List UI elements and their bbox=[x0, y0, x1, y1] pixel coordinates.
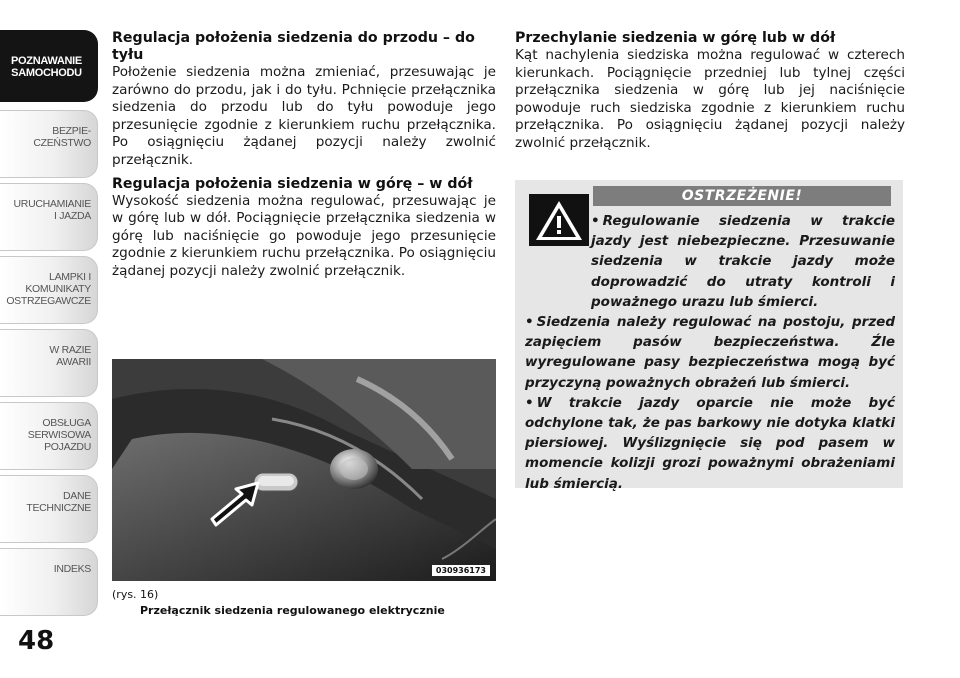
tab-lampki-i-komunikaty[interactable] bbox=[0, 256, 98, 324]
warning-title: OSTRZEŻENIE! bbox=[593, 186, 891, 206]
bullet: • bbox=[591, 213, 600, 229]
right-column bbox=[515, 30, 905, 159]
warning-item bbox=[525, 211, 895, 312]
tab-obsluga-serwisowa[interactable] bbox=[0, 402, 98, 470]
tab-label: URUCHAMIANIE I JAZDA bbox=[13, 198, 91, 222]
tab-bezpieczenstwo[interactable] bbox=[0, 110, 98, 178]
tab-label: W RAZIE AWARII bbox=[49, 344, 91, 368]
bullet: • bbox=[525, 314, 534, 331]
figure-caption: Przełącznik siedzenia regulowanego elektrycznie bbox=[140, 604, 445, 617]
tab-dane-techniczne[interactable] bbox=[0, 475, 98, 543]
section-heading-forward-backward: Regulacja położenia siedzenia do przodu – do tyłu bbox=[112, 30, 475, 63]
section-heading-up-down: Regulacja położenia siedzenia w górę – w dół bbox=[112, 175, 473, 192]
section-body-up-down: Wysokość siedzenia można regulować, przesuwając je w górę lub w dół. Pociągnięcie przełącznika siedzenia w górę lub naciśnięcie go powoduje jego przesunięcie zgodnie z kierunkiem ruchu przełącznika. Po osiągnięciu żądanej pozycji należy zwolnić przełącznik. bbox=[112, 192, 496, 279]
section-body-forward-backward: Położenie siedzenia można zmieniać, przesuwając je zarówno do przodu, jak i do tyłu. Pchnięcie przełącznika siedzenia do przodu lub do tyłu powoduje jego przesunięcie zgodnie z kierunkiem ruchu przełącznika. Po osiągnięciu żądanej pozycji należy zwolnić przełącznik. bbox=[112, 64, 496, 168]
page-number: 48 bbox=[18, 626, 55, 656]
warning-item bbox=[525, 312, 895, 393]
tab-label: LAMPKI I KOMUNIKATY OSTRZEGAWCZE bbox=[6, 271, 91, 307]
section-heading-tilt: Przechylanie siedzenia w górę lub w dół bbox=[515, 30, 836, 46]
warning-box bbox=[515, 180, 903, 492]
tab-label: BEZPIE- CZEŃSTWO bbox=[33, 125, 91, 149]
tab-poznawanie-samochodu[interactable] bbox=[0, 30, 98, 102]
seat-switch-illustration bbox=[112, 359, 496, 581]
tab-label: POZNAWANIE SAMOCHODU bbox=[11, 55, 82, 79]
section-body-tilt: Kąt nachylenia siedziska można regulować w czterech kierunkach. Pociągnięcie przedniej lub tylnej części przełącznika siedzenia w górę lub jej naciśnięcie powoduje ruch siedziska zgodnie z kierunkiem ruchu przełącznika. Po osiągnięciu żądanej pozycji należy zwolnić przełącznik. bbox=[515, 47, 905, 151]
warning-item-text: W trakcie jazdy oparcie nie może być odchylone tak, że pas barkowy nie dotyka klatki piersiowej. Wyślizgnięcie się pod pasem w momencie kolizji grozi poważnymi obrażeniami lub śmiercią. bbox=[525, 394, 895, 492]
warning-item-text: Siedzenia należy regulować na postoju, przed zapięciem pasów bezpieczeństwa. Źle wyregulowane pasy bezpieczeństwa mogą być przyczyną poważnych obrażeń lub śmierci. bbox=[525, 314, 895, 391]
tab-w-razie-awarii[interactable] bbox=[0, 329, 98, 397]
warning-item-text: Regulowanie siedzenia w trakcie jazdy jest niebezpieczne. Przesuwanie siedzenia w trakcie jazdy może doprowadzić do utraty kontroli i poważnego urazu lub śmierci. bbox=[591, 213, 895, 310]
tab-label: DANE TECHNICZNE bbox=[26, 490, 91, 514]
warning-text bbox=[525, 211, 895, 494]
tab-label: OBSŁUGA SERWISOWA POJAZDU bbox=[27, 417, 91, 453]
figure-code: 030936173 bbox=[432, 565, 490, 576]
bullet: • bbox=[525, 394, 534, 411]
seat-switch-photo bbox=[112, 359, 496, 581]
figure-reference: (rys. 16) bbox=[112, 588, 159, 601]
tab-indeks[interactable] bbox=[0, 548, 98, 616]
warning-item bbox=[525, 393, 895, 494]
tab-uruchamianie-i-jazda[interactable] bbox=[0, 183, 98, 251]
tab-label: INDEKS bbox=[53, 563, 91, 575]
left-column bbox=[112, 30, 496, 287]
